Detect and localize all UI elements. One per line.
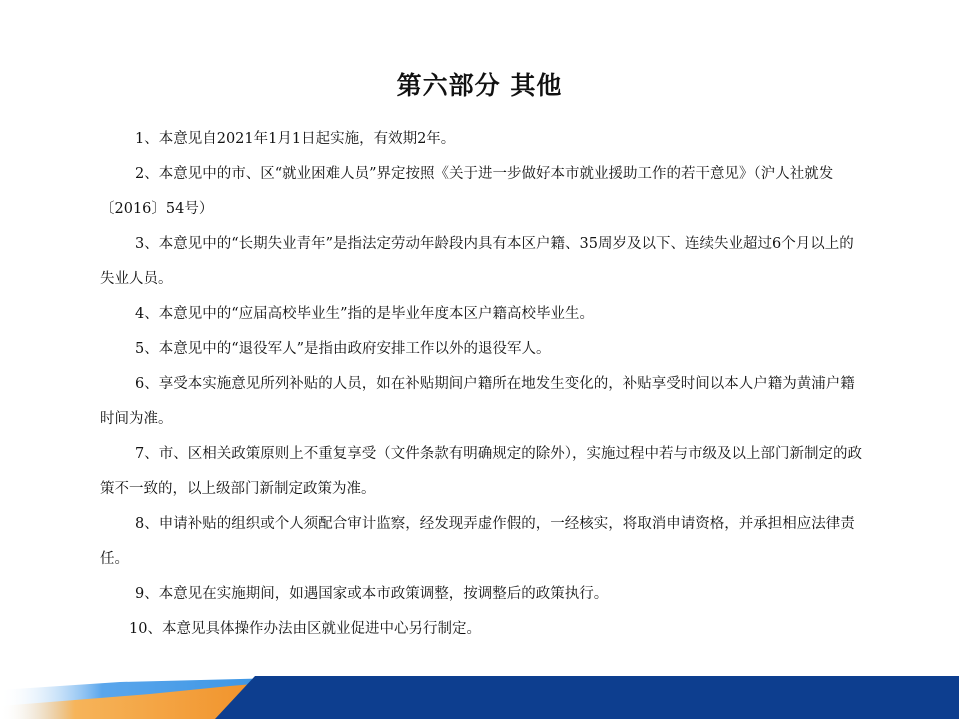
paragraph-text: 8、申请补贴的组织或个人须配合审计监察，经发现弄虚作假的，一经核实，将取消申请资格，并承担相应法律责任。	[100, 516, 855, 567]
paragraph-text: 9、本意见在实施期间，如遇国家或本市政策调整，按调整后的政策执行。	[135, 586, 609, 602]
paragraph-4	[100, 297, 862, 332]
paragraph-1	[100, 122, 862, 157]
page-title: 第六部分 其他	[396, 71, 563, 100]
paragraph-2	[100, 157, 862, 227]
paragraph-text: 3、本意见中的“长期失业青年”是指法定劳动年龄段内具有本区户籍、35周岁及以下、连续失业超过6个月以上的失业人员。	[100, 236, 854, 287]
paragraph-8	[100, 507, 862, 577]
paragraph-text: 10、本意见具体操作办法由区就业促进中心另行制定。	[129, 621, 481, 637]
paragraph-5	[100, 332, 862, 367]
paragraph-text: 2、本意见中的市、区“就业困难人员”界定按照《关于进一步做好本市就业援助工作的若干意见》（沪人社就发〔2016〕54号）	[100, 166, 834, 217]
paragraph-3	[100, 227, 862, 297]
paragraph-text: 5、本意见中的“退役军人”是指由政府安排工作以外的退役军人。	[135, 341, 551, 357]
paragraph-text: 4、本意见中的“应届高校毕业生”指的是毕业年度本区户籍高校毕业生。	[135, 306, 595, 322]
paragraph-text: 1、本意见自2021年1月1日起实施，有效期2年。	[135, 131, 456, 147]
footer-banner	[0, 676, 959, 719]
paragraph-text: 7、市、区相关政策原则上不重复享受（文件条款有明确规定的除外），实施过程中若与市级及以上部门新制定的政策不一致的，以上级部门新制定政策为准。	[100, 446, 862, 497]
document-body	[100, 122, 862, 647]
paragraph-7	[100, 437, 862, 507]
paragraph-10	[100, 612, 862, 647]
paragraph-6	[100, 367, 862, 437]
paragraph-9	[100, 577, 862, 612]
footer-dark-blue-band	[215, 676, 959, 719]
paragraph-text: 6、享受本实施意见所列补贴的人员，如在补贴期间户籍所在地发生变化的，补贴享受时间以本人户籍为黄浦户籍时间为准。	[100, 376, 855, 427]
